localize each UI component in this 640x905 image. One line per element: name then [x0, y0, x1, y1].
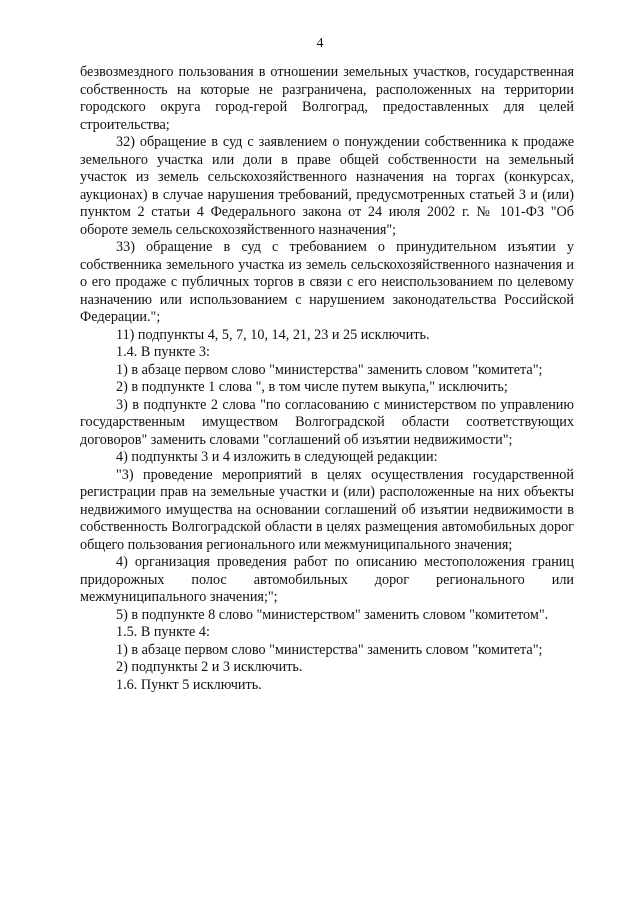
paragraph: 4) организация проведения работ по описанию местоположения границ придорожных полос автомобильных дорог регионального или межмуниципального значения;"; [80, 554, 574, 605]
paragraph: 1.5. В пункте 4: [116, 624, 210, 640]
paragraph: 2) подпункты 2 и 3 исключить. [116, 659, 303, 675]
paragraph: 1.4. В пункте 3: [116, 344, 210, 360]
paragraph: 2) в подпункте 1 слова ", в том числе путем выкупа," исключить; [116, 379, 508, 395]
page-number: 4 [316, 36, 324, 51]
paragraph: 4) подпункты 3 и 4 изложить в следующей редакции: [116, 449, 438, 465]
paragraph: 5) в подпункте 8 слово "министерством" заменить словом "комитетом". [116, 606, 549, 623]
paragraph: безвозмездного пользования в отношении земельных участков, государственная собственность на которые не разграничена, расположенных на территории городского округа город-герой Волгоград, предоставленных для целей строительства; [80, 64, 574, 133]
paragraph: 32) обращение в суд с заявлением о понуждении собственника к продаже земельного участка или доли в праве общей собственности на земельный участок из земель сельскохозяйственного назначения на торгах (конкурсах, аукционах) в случае нарушения требований, предусмотренных статьей 3 и (или) пунктом 2 статьи 4 Федерального закона от 24 июля 2002 г. № 101-ФЗ "Об обороте земель сельскохозяйственного назначения"; [80, 134, 574, 238]
paragraph: 1.6. Пункт 5 исключить. [116, 676, 262, 693]
paragraph: 3) в подпункте 2 слова "по согласованию с министерством по управлению государственным имуществом Волгоградской области соответствующих договоров" заменить словами "соглашений об изъятии недвижимости"; [80, 396, 574, 448]
paragraph: 1) в абзаце первом слово "министерства" заменить словом "комитета"; [116, 641, 543, 658]
paragraph: "3) проведение мероприятий в целях осуществления государственной регистрации прав на земельные участки и (или) расположенные на них объекты недвижимого имущества на основании соглашений об изъятии недвижимости в собственность Волгоградской области в целях размещения автомобильных дорог общего пользования регионального или межмуниципального значения; [80, 466, 574, 553]
document-body [80, 64, 574, 694]
paragraph: 33) обращение в суд с требованием о принудительном изъятии у собственника земельного участка из земель сельскохозяйственного назначения и о его продаже с публичных торгов в связи с его неиспользованием по целевому назначению или использованием с нарушением законодательства Российской Федерации."; [80, 239, 574, 325]
paragraph: 1) в абзаце первом слово "министерства" заменить словом "комитета"; [116, 361, 543, 378]
paragraph: 11) подпункты 4, 5, 7, 10, 14, 21, 23 и 25 исключить. [116, 326, 430, 343]
